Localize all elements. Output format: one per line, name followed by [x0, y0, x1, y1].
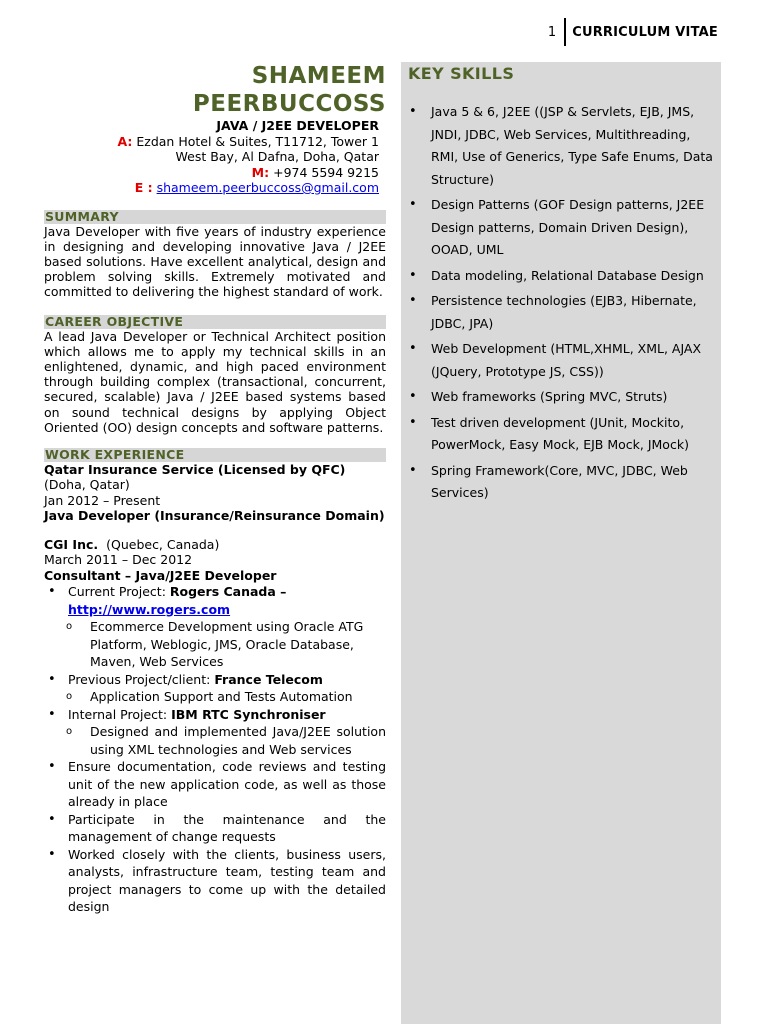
- list-item: o Ecommerce Development using Oracle ATG Platform, Weblogic, JMS, Oracle Database, Maven, Web Services: [44, 618, 386, 671]
- current-project-label: Current Project:: [68, 584, 166, 600]
- internal-project-sublist: [68, 723, 386, 758]
- job1-dates: Jan 2012 – Present: [44, 492, 161, 508]
- list-item: • Persistence technologies (EJB3, Hibernate, JDBC, JPA): [401, 290, 721, 335]
- list-item: • Ensure documentation, code reviews and testing unit of the new application code, as well as those already in place: [44, 758, 386, 811]
- mobile-line: [44, 165, 379, 181]
- list-item: • Data modeling, Relational Database Design: [401, 265, 721, 288]
- page-number: 1: [547, 24, 557, 40]
- internal-project-name: IBM RTC Synchroniser: [171, 706, 326, 722]
- job1-company: Qatar Insurance Service (Licensed by QFC): [44, 461, 346, 477]
- previous-project-name: France Telecom: [214, 671, 323, 687]
- list-item: • Web frameworks (Spring MVC, Struts): [401, 386, 721, 409]
- work-experience-heading: WORK EXPERIENCE: [44, 448, 386, 462]
- list-item: [44, 583, 386, 671]
- list-item: o Designed and implemented Java/J2EE solution using XML technologies and Web services: [44, 723, 386, 758]
- list-item: • Test driven development (JUnit, Mockito, PowerMock, Easy Mock, EJB Mock, JMock): [401, 412, 721, 457]
- list-item: • Web Development (HTML,XHML, XML, AJAX (JQuery, Prototype JS, CSS)): [401, 338, 721, 383]
- page-header: [548, 18, 718, 46]
- job2-location: (Quebec, Canada): [106, 537, 220, 553]
- summary-text: Java Developer with five years of industry experience in designing and developing innovative Java / J2EE based solutions. Have excellent analytical, design and problem solving skills. Extremely motivated and committed to delivering the highest standard of work.: [44, 223, 386, 300]
- address-line-1: [44, 134, 379, 150]
- list-item: • Spring Framework(Core, MVC, JDBC, Web Services): [401, 460, 721, 505]
- key-skills-panel: [401, 62, 721, 1024]
- list-item: • Java 5 & 6, J2EE ((JSP & Servlets, EJB, JMS, JNDI, JDBC, Web Services, Multithreading, RMI, Use of Generics, Type Safe Enums, Data Structure): [401, 101, 721, 191]
- job2-role: Consultant – Java/J2EE Developer: [44, 567, 277, 583]
- current-project-sublist: [68, 618, 386, 671]
- header-divider: [564, 18, 566, 46]
- job2-company: CGI Inc.: [44, 537, 99, 553]
- list-item: • Worked closely with the clients, business users, analysts, infrastructure team, testing team and project managers to come up with the detailed design: [44, 846, 386, 916]
- contact-block: [44, 118, 379, 196]
- email-link[interactable]: shameem.peerbuccoss@gmail.com: [156, 180, 379, 195]
- career-objective-heading: CAREER OBJECTIVE: [44, 315, 386, 329]
- rogers-link[interactable]: http://www.rogers.com: [68, 601, 231, 617]
- internal-project-label: Internal Project:: [68, 706, 168, 722]
- job-title: JAVA / J2EE DEVELOPER: [216, 118, 379, 133]
- list-item: • Design Patterns (GOF Design patterns, J2EE Design patterns, Domain Driven Design), OOAD, UML: [401, 194, 721, 262]
- left-column: [44, 62, 386, 916]
- previous-project-label: Previous Project/client:: [68, 671, 211, 687]
- job-cgi: [44, 537, 386, 915]
- last-name: PEERBUCCOSS: [192, 91, 386, 117]
- key-skills-list: [401, 101, 721, 505]
- list-item: [44, 671, 386, 706]
- first-name: SHAMEEM: [251, 63, 386, 89]
- career-objective-text: A lead Java Developer or Technical Architect position which allows me to apply my technical skills in an enlightened, dynamic, and high paced environment through building complex (transactional, concurrent, secured, scalable) Java / J2EE based systems based on sound technical designs by applying Object Oriented (OO) design concepts and software patterns.: [44, 328, 386, 435]
- email-line: [44, 180, 379, 196]
- current-project-name: Rogers Canada –: [169, 584, 287, 600]
- address-line-2: West Bay, Al Dafna, Doha, Qatar: [175, 149, 379, 164]
- candidate-name: [44, 62, 386, 118]
- mobile-number: +974 5594 9215: [273, 164, 379, 180]
- key-skills-heading: KEY SKILLS: [408, 64, 515, 83]
- address-label: A:: [117, 133, 133, 149]
- job1-role: Java Developer (Insurance/Reinsurance Domain): [44, 507, 385, 523]
- job-qatar-insurance: [44, 462, 386, 523]
- document-title: CURRICULUM VITAE: [572, 24, 718, 40]
- mobile-label: M:: [251, 164, 270, 180]
- address-text: Ezdan Hotel & Suites, T11712, Tower 1: [136, 133, 379, 149]
- job1-location: (Doha, Qatar): [44, 477, 130, 493]
- list-item: • Participate in the maintenance and the management of change requests: [44, 811, 386, 846]
- job2-dates: March 2011 – Dec 2012: [44, 552, 193, 568]
- email-label: E :: [134, 180, 153, 195]
- list-item: o Application Support and Tests Automation: [44, 688, 386, 706]
- job2-company-line: [44, 537, 386, 552]
- job2-details: [44, 583, 386, 916]
- previous-project-sublist: [68, 688, 386, 706]
- summary-heading: SUMMARY: [44, 210, 386, 224]
- list-item: [44, 706, 386, 759]
